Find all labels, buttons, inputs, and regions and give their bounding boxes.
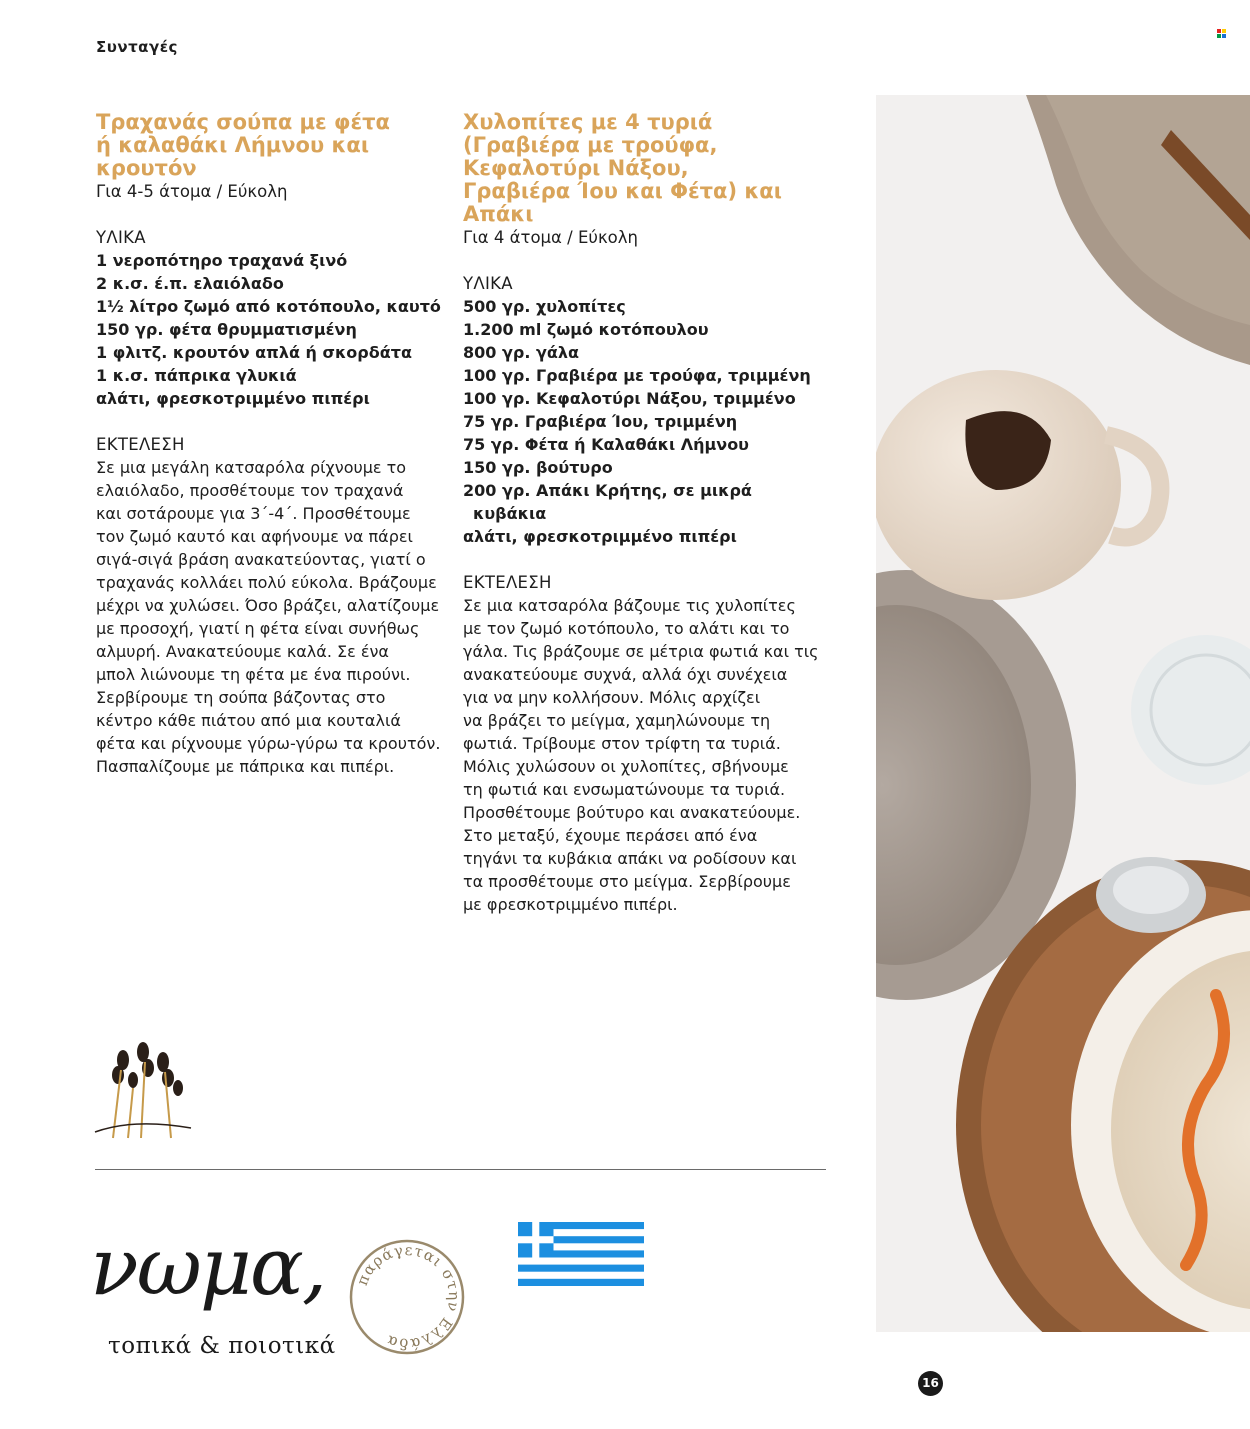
title-line: (Γραβιέρα με τρούφα, [463,133,718,157]
ingredient-item: 800 γρ. γάλα [463,343,579,362]
ingredient-item: 1 φλιτζ. κρουτόν απλά ή σκορδάτα [96,343,412,362]
title-line: κρουτόν [96,156,197,180]
title-line: Γραβιέρα Ίου και Φέτα) και [463,179,782,203]
ingredient-item: 150 γρ. φέτα θρυμματισμένη [96,320,357,339]
method-line: ελαιόλαδο, προσθέτουμε τον τραχανά [96,481,404,500]
method-line: με φρεσκοτριμμένο πιπέρι. [463,895,678,914]
recipe-title [463,111,803,226]
method-line: τα προσθέτουμε στο μείγμα. Σερβίρουμε [463,872,791,891]
method-line: τον ζωμό καυτό και αφήνουμε να πάρει [96,527,413,546]
section-label: Συνταγές [96,38,178,56]
title-line: Απάκι [463,202,534,226]
title-line: ή καλαθάκι Λήμνου και [96,133,369,157]
food-photo [876,95,1250,1332]
method-line: τραχανάς κολλάει πολύ εύκολα. Βράζουμε [96,573,437,592]
made-in-greece-seal [347,1237,467,1357]
method-heading: ΕΚΤΕΛΕΣΗ [96,435,185,454]
page-number: 16 [918,1371,943,1396]
method-text [96,456,441,778]
seal-text: παράγεται στην Ελλάδα [352,1240,464,1354]
method-line: να βράζει το μείγμα, χαμηλώνουμε τη [463,711,771,730]
method-line: με προσοχή, γιατί η φέτα είναι συνήθως [96,619,420,638]
ingredient-continuation: κυβάκια [473,504,547,523]
ingredient-item: 100 γρ. Γραβιέρα με τρούφα, τριμμένη [463,366,811,385]
ingredients-heading: ΥΛΙΚΑ [463,274,513,293]
method-line: με τον ζωμό κοτόπουλο, το αλάτι και το [463,619,790,638]
ingredients-list [96,249,441,410]
method-line: αλμυρή. Ανακατεύουμε καλά. Σε ένα [96,642,389,661]
method-heading: ΕΚΤΕΛΕΣΗ [463,573,552,592]
brand-logo-icon [1217,29,1226,38]
title-line: Χυλοπίτες με 4 τυριά [463,110,713,134]
recipe-servings: Για 4 άτομα / Εύκολη [463,228,638,247]
method-line: Προσθέτουμε βούτυρο και ανακατεύουμε. [463,803,801,822]
ingredient-item: 150 γρ. βούτυρο [463,458,613,477]
method-line: Σε μια μεγάλη κατσαρόλα ρίχνουμε το [96,458,407,477]
ingredient-item: 100 γρ. Κεφαλοτύρι Νάξου, τριμμένο [463,389,796,408]
method-line: τηγάνι τα κυβάκια απάκι να ροδίσουν και [463,849,797,868]
ingredient-item: 200 γρ. Απάκι Κρήτης, σε μικρά [463,481,752,500]
ingredient-item: 2 κ.σ. έ.π. ελαιόλαδο [96,274,284,293]
recipe-hylopites [463,110,819,916]
ingredients-list [463,295,811,548]
food-photo-illustration [876,95,1250,1332]
noma-tagline: τοπικά & ποιοτικά [108,1333,336,1359]
method-line: φέτα και ρίχνουμε γύρω-γύρω τα κρουτόν. [96,734,441,753]
recipe-servings: Για 4-5 άτομα / Εύκολη [96,182,288,201]
ingredient-item: αλάτι, φρεσκοτριμμένο πιπέρι [463,527,737,546]
method-line: γάλα. Τις βράζουμε σε μέτρια φωτιά και τις [463,642,819,661]
ingredient-item: αλάτι, φρεσκοτριμμένο πιπέρι [96,389,370,408]
ingredient-item: 1 νεροπότηρο τραχανά ξινό [96,251,348,270]
ingredient-item: 75 γρ. Φέτα ή Καλαθάκι Λήμνου [463,435,749,454]
ingredient-item: 1.200 ml ζωμό κοτόπουλου [463,320,709,339]
ingredient-item: 500 γρ. χυλοπίτες [463,297,626,316]
method-line: Πασπαλίζουμε με πάπρικα και πιπέρι. [96,757,395,776]
method-line: φωτιά. Τρίβουμε στον τρίφτη τα τυριά. [463,734,781,753]
method-line: σιγά-σιγά βράση ανακατεύοντας, γιατί ο [96,550,426,569]
ingredient-item: 1½ λίτρο ζωμό από κοτόπουλο, καυτό [96,297,441,316]
method-text [463,594,819,916]
method-line: Στο μεταξύ, έχουμε περάσει από ένα [463,826,758,845]
method-line: για να μην κολλήσουν. Μόλις αρχίζει [463,688,761,707]
method-line: Σε μια κατσαρόλα βάζουμε τις χυλοπίτες [463,596,796,615]
wheat-illustration-icon [93,1040,193,1140]
noma-logo: νωμα, [90,1220,326,1313]
recipe-title [96,111,436,180]
method-line: Σερβίρουμε τη σούπα βάζοντας στο [96,688,386,707]
greek-flag-icon [518,1222,644,1286]
method-line: Μόλις χυλώσουν οι χυλοπίτες, σβήνουμε [463,757,789,776]
title-line: Τραχανάς σούπα με φέτα [96,110,390,134]
method-line: και σοτάρουμε για 3΄-4΄. Προσθέτουμε [96,504,411,523]
recipe-trachanas [96,110,441,778]
method-line: ανακατεύουμε συχνά, αλλά όχι συνέχεια [463,665,788,684]
ingredient-item: 75 γρ. Γραβιέρα Ίου, τριμμένη [463,412,738,431]
method-line: κέντρο κάθε πιάτου από μια κουταλιά [96,711,401,730]
ingredient-item: 1 κ.σ. πάπρικα γλυκιά [96,366,297,385]
divider [95,1169,826,1170]
method-line: τη φωτιά και ενσωματώνουμε τα τυριά. [463,780,786,799]
method-line: μπολ λιώνουμε τη φέτα με ένα πιρούνι. [96,665,411,684]
method-line: μέχρι να χυλώσει. Όσο βράζει, αλατίζουμε [96,596,440,615]
ingredient-item [463,502,803,525]
title-line: Κεφαλοτύρι Νάξου, [463,156,689,180]
ingredients-heading: ΥΛΙΚΑ [96,228,146,247]
